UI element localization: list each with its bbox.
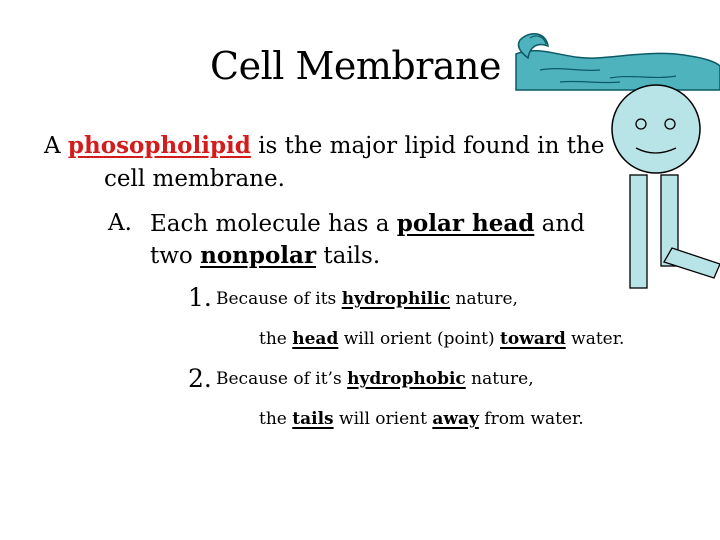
intro-rest: is the major lipid found in the	[250, 133, 605, 159]
item-1-text-2: nature,	[450, 289, 518, 309]
point-a-text-1: Each molecule has a	[150, 211, 397, 237]
term-polar-head: polar head	[396, 210, 535, 237]
item-2-marker: 2.	[188, 364, 212, 393]
point-a-text-4: tails.	[316, 243, 381, 269]
term-toward: toward	[500, 329, 566, 349]
item-2-text-2: nature,	[465, 369, 534, 389]
phospholipid-figure-icon	[612, 85, 720, 288]
point-a-marker: A.	[108, 210, 132, 236]
item-1-text-3: the	[259, 329, 293, 349]
term-head: head	[292, 329, 339, 349]
term-phospholipid: phosopholipid	[67, 132, 251, 159]
intro-line-2: cell membrane.	[104, 166, 285, 192]
item-2-text-4: will orient	[333, 409, 433, 429]
item-2-text-5: from water.	[478, 409, 584, 429]
intro-prefix: A	[44, 133, 68, 159]
term-hydrophobic: hydrophobic	[347, 369, 466, 389]
point-a-text-2: and	[534, 211, 585, 237]
wave-clipart-icon	[516, 34, 720, 90]
term-away: away	[432, 409, 479, 429]
item-1-text-1: Because of its	[216, 289, 342, 309]
item-2-text-3: the	[259, 409, 293, 429]
item-1-marker: 1.	[188, 283, 212, 312]
item-2-text-1: Because of it’s	[216, 369, 348, 389]
term-hydrophilic: hydrophilic	[341, 289, 451, 309]
slide-title: Cell Membrane	[210, 44, 501, 88]
item-1-text-5: water.	[565, 329, 625, 349]
term-tails: tails	[292, 409, 334, 429]
point-a-text-3: two	[150, 243, 201, 269]
term-nonpolar: nonpolar	[200, 242, 317, 269]
item-1-text-4: will orient (point)	[338, 329, 501, 349]
